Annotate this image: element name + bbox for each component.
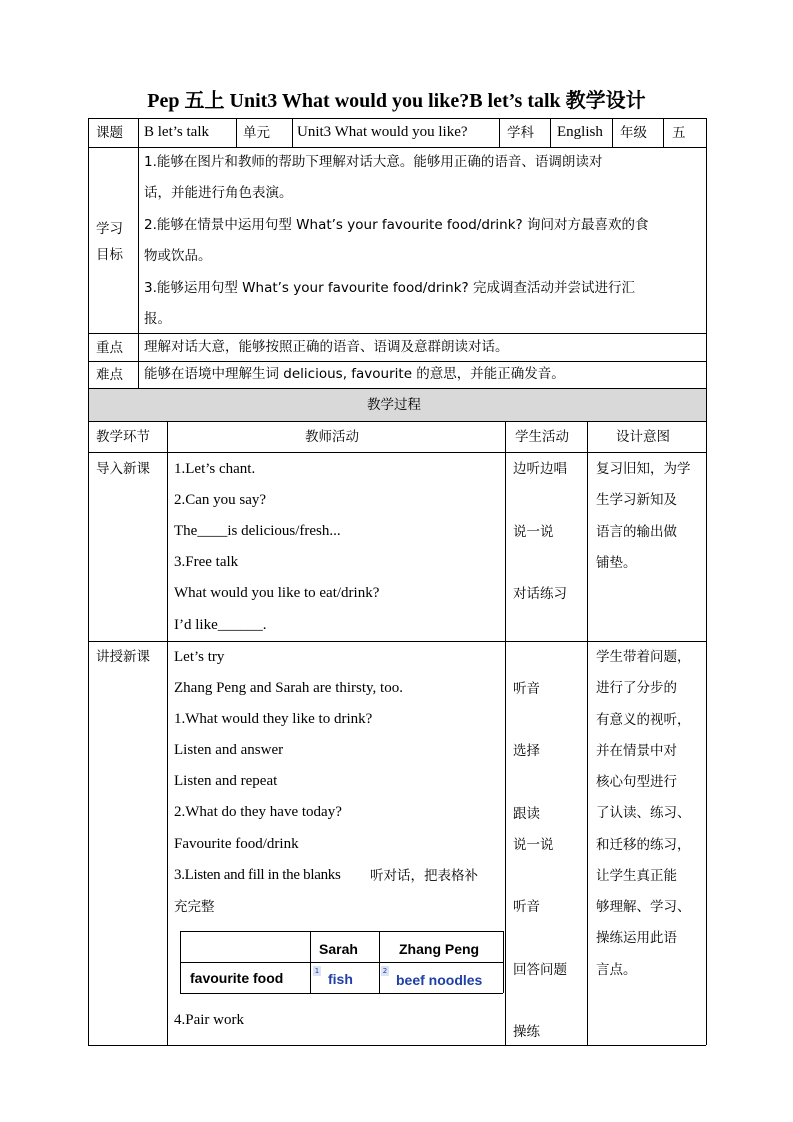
goal-2-line1: 2.能够在情景中运用句型 What’s your favourite food/drink? 询问对方最喜欢的食 bbox=[144, 217, 649, 233]
intro-intent-line: 语言的输出做 bbox=[596, 524, 677, 540]
fill-table-col-zhangpeng: Zhang Peng bbox=[399, 941, 480, 957]
intro-teacher-line: 1.Let’s chant. bbox=[174, 461, 256, 477]
fill-table-border bbox=[503, 931, 504, 993]
table-border bbox=[236, 118, 237, 147]
table-border bbox=[292, 118, 293, 147]
answer-marker: 1 bbox=[314, 967, 320, 975]
new-lesson-student-line: 跟读 bbox=[513, 806, 540, 822]
col-intent-header: 设计意图 bbox=[616, 429, 670, 445]
fill-table-border bbox=[180, 993, 503, 994]
new-lesson-teacher-line: Let’s try bbox=[174, 649, 225, 665]
goal-3-line1: 3.能够运用句型 What’s your favourite food/drink? 完成调查活动并尝试进行汇 bbox=[144, 280, 636, 296]
new-lesson-student-line: 选择 bbox=[513, 743, 540, 759]
table-border bbox=[505, 421, 506, 1045]
table-border bbox=[88, 421, 706, 422]
table-border bbox=[88, 1045, 706, 1046]
grade-label: 年级 bbox=[620, 125, 647, 141]
goals-label-line1: 学习 bbox=[96, 221, 123, 237]
table-border bbox=[587, 421, 588, 1045]
key-point-label: 重点 bbox=[96, 340, 123, 356]
unit-value: Unit3 What would you like? bbox=[297, 124, 468, 140]
table-border bbox=[663, 118, 664, 147]
intro-student-line: 边听边唱 bbox=[513, 461, 567, 477]
new-lesson-student-line: 听音 bbox=[513, 899, 540, 915]
new-lesson-student-line: 听音 bbox=[513, 681, 540, 697]
new-lesson-teacher-line: Listen and answer bbox=[174, 742, 284, 758]
fill-table-col-sarah: Sarah bbox=[319, 941, 358, 957]
fill-table-row-label: favourite food bbox=[190, 970, 284, 986]
fill-table-answer-sarah[interactable]: fish bbox=[328, 971, 353, 987]
topic-label: 课题 bbox=[96, 125, 123, 141]
new-lesson-intent-line: 够理解、学习、 bbox=[596, 899, 691, 915]
new-lesson-intent-line: 进行了分步的 bbox=[596, 680, 677, 696]
difficulty-value: 能够在语境中理解生词 delicious, favourite 的意思，并能正确发音。 bbox=[144, 366, 565, 382]
intro-intent-line: 生学习新知及 bbox=[596, 492, 677, 508]
table-border bbox=[88, 641, 706, 642]
col-stage-header: 教学环节 bbox=[96, 429, 150, 445]
table-border bbox=[550, 118, 551, 147]
intro-teacher-line: What would you like to eat/drink? bbox=[174, 585, 380, 601]
intro-teacher-line: I’d like______. bbox=[174, 617, 267, 633]
goal-1-line2: 话，并能进行角色表演。 bbox=[144, 185, 293, 201]
new-lesson-intent-line: 和迁移的练习， bbox=[596, 837, 691, 853]
col-teacher-header: 教师活动 bbox=[305, 429, 359, 445]
intro-teacher-line: 2.Can you say? bbox=[174, 492, 267, 508]
new-lesson-student-line: 操练 bbox=[513, 1024, 540, 1040]
intro-stage: 导入新课 bbox=[96, 461, 150, 477]
table-border bbox=[88, 452, 706, 453]
table-border bbox=[88, 118, 706, 119]
new-lesson-intent-line: 操练运用此语 bbox=[596, 930, 677, 946]
new-lesson-teacher-line: Favourite food/drink bbox=[174, 836, 299, 852]
goal-3-line2: 报。 bbox=[144, 311, 171, 327]
new-lesson-teacher-line: 4.Pair work bbox=[174, 1012, 244, 1028]
new-lesson-student-line: 回答问题 bbox=[513, 962, 567, 978]
fill-table-border bbox=[379, 931, 380, 993]
fill-table-border bbox=[310, 931, 311, 993]
col-student-header: 学生活动 bbox=[515, 429, 569, 445]
new-lesson-teacher-line: 3.Listen and fill in the blanks bbox=[174, 867, 341, 883]
intro-teacher-line: The____is delicious/fresh... bbox=[174, 523, 341, 539]
new-lesson-stage: 讲授新课 bbox=[96, 649, 150, 665]
intro-teacher-line: 3.Free talk bbox=[174, 554, 239, 570]
unit-label: 单元 bbox=[243, 125, 270, 141]
topic-value: B let’s talk bbox=[144, 124, 209, 140]
intro-student-line: 对话练习 bbox=[513, 586, 567, 602]
new-lesson-intent-line: 学生带着问题， bbox=[596, 649, 691, 665]
table-border bbox=[138, 118, 139, 388]
fill-table-border bbox=[180, 931, 181, 993]
table-border bbox=[88, 118, 89, 1045]
difficulty-label: 难点 bbox=[96, 367, 123, 383]
subject-label: 学科 bbox=[507, 125, 534, 141]
new-lesson-intent-line: 核心句型进行 bbox=[596, 774, 677, 790]
new-lesson-teacher-line: 充完整 bbox=[174, 899, 215, 915]
goals-label-line2: 目标 bbox=[96, 247, 123, 263]
new-lesson-teacher-line: 听对话，把表格补 bbox=[370, 868, 478, 884]
table-border bbox=[88, 361, 706, 362]
goal-1-line1: 1.能够在图片和教师的帮助下理解对话大意。能够用正确的语音、语调朗读对 bbox=[144, 154, 603, 170]
fill-table-answer-zhangpeng[interactable]: beef noodles bbox=[396, 972, 483, 988]
goal-2-line2: 物或饮品。 bbox=[144, 248, 212, 264]
grade-value: 五 bbox=[672, 125, 686, 141]
subject-value: English bbox=[557, 124, 603, 140]
new-lesson-intent-line: 让学生真正能 bbox=[596, 868, 677, 884]
process-title: 教学过程 bbox=[367, 397, 421, 413]
fill-table-border bbox=[180, 962, 503, 963]
intro-intent-line: 铺垫。 bbox=[596, 555, 637, 571]
fill-table-border bbox=[180, 931, 503, 932]
intro-intent-line: 复习旧知，为学 bbox=[596, 461, 691, 477]
document-title: Pep 五上 Unit3 What would you like?B let’s talk 教学设计 bbox=[147, 90, 646, 112]
table-border bbox=[612, 118, 613, 147]
table-border bbox=[88, 333, 706, 334]
key-point-value: 理解对话大意，能够按照正确的语音、语调及意群朗读对话。 bbox=[144, 339, 509, 355]
new-lesson-teacher-line: 2.What do they have today? bbox=[174, 804, 342, 820]
new-lesson-teacher-line: Listen and repeat bbox=[174, 773, 278, 789]
new-lesson-teacher-line: 1.What would they like to drink? bbox=[174, 711, 373, 727]
new-lesson-intent-line: 有意义的视听， bbox=[596, 712, 691, 728]
new-lesson-intent-line: 言点。 bbox=[596, 962, 637, 978]
table-border bbox=[167, 421, 168, 1045]
answer-marker: 2 bbox=[382, 967, 388, 975]
new-lesson-intent-line: 并在情景中对 bbox=[596, 743, 677, 759]
new-lesson-intent-line: 了认读、练习、 bbox=[596, 805, 691, 821]
new-lesson-student-line: 说一说 bbox=[513, 837, 554, 853]
intro-student-line: 说一说 bbox=[513, 524, 554, 540]
new-lesson-teacher-line: Zhang Peng and Sarah are thirsty, too. bbox=[174, 680, 403, 696]
table-border bbox=[706, 118, 707, 1045]
table-border bbox=[88, 147, 706, 148]
table-border bbox=[499, 118, 500, 147]
